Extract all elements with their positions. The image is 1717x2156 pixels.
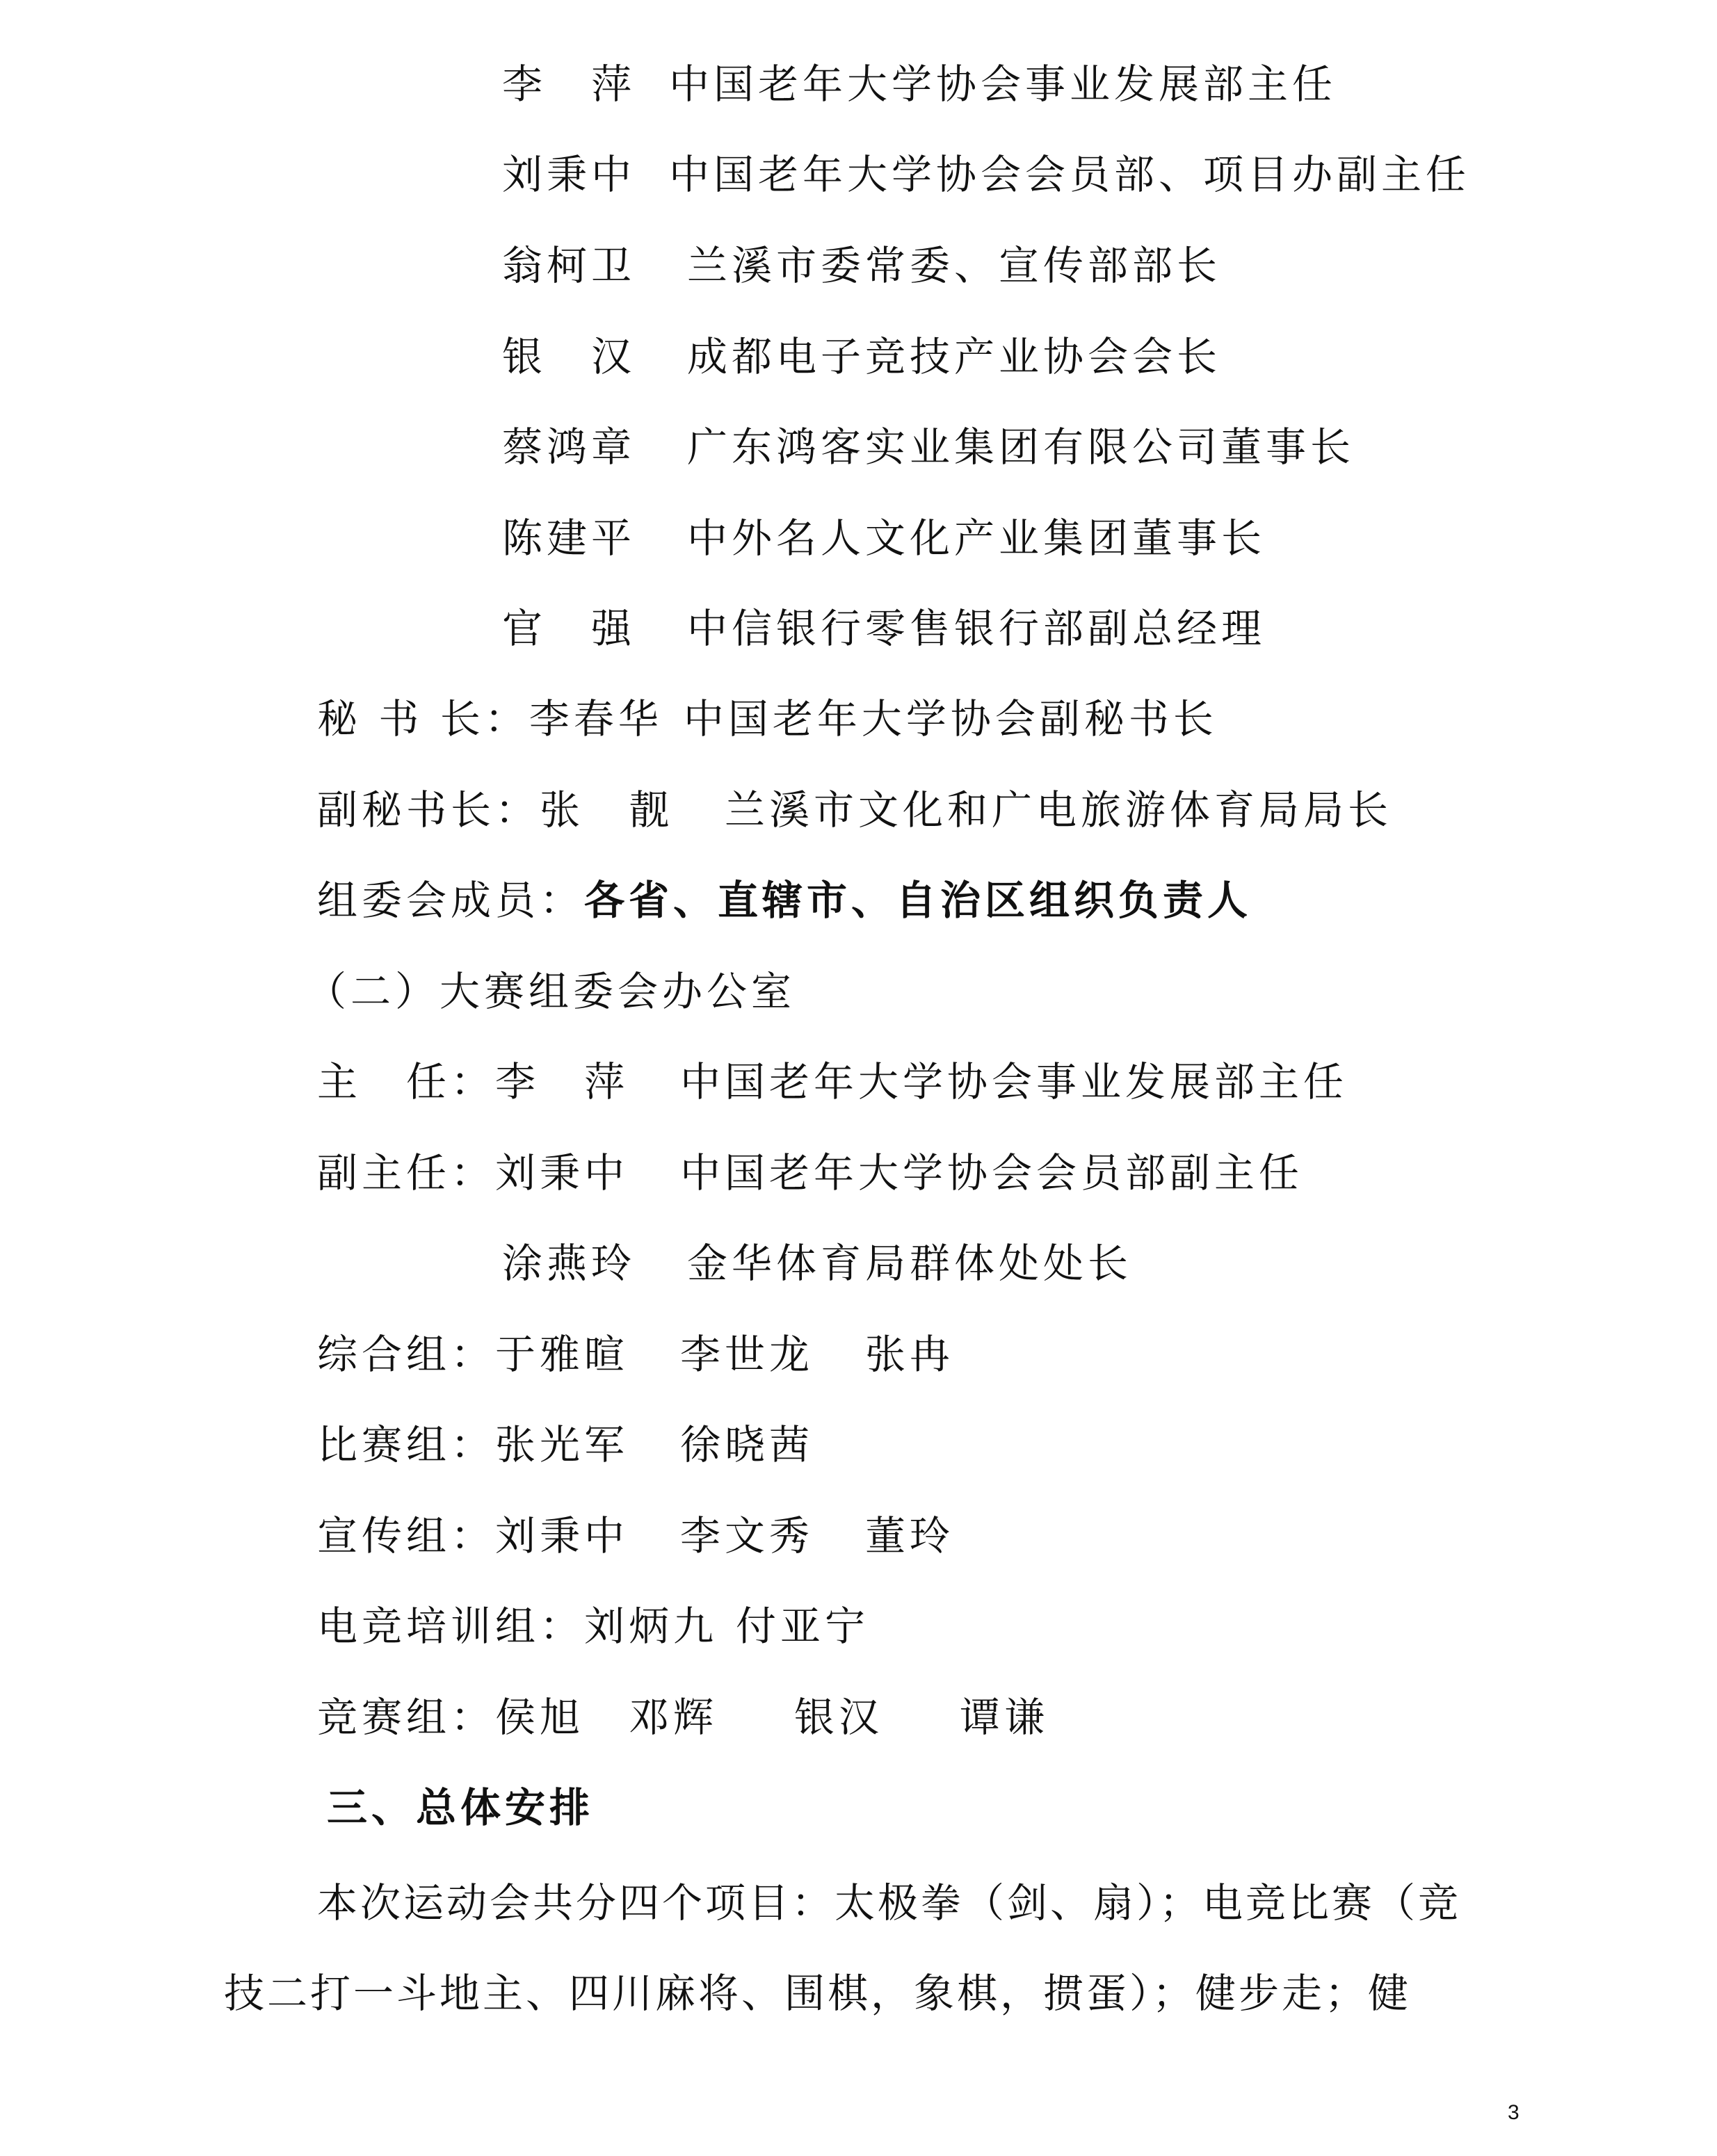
member-name: 刘秉中 bbox=[502, 151, 636, 198]
secretary-general-title: 中国老年大学协会副秘书长 bbox=[683, 695, 1218, 743]
member-name: 陈建平 bbox=[502, 514, 636, 562]
committee-composition-row bbox=[317, 877, 1252, 924]
office-director-label: 主 任： bbox=[317, 1058, 496, 1105]
group-member: 刘炳九 bbox=[584, 1603, 718, 1650]
section-body-line: 技二打一斗地主、四川麻将、围棋，象棋，掼蛋）；健步走；健 bbox=[224, 1970, 1412, 2017]
office-director-row bbox=[317, 1058, 1348, 1105]
group-member: 谭谦 bbox=[960, 1694, 1049, 1741]
section-heading: 三、总体安排 bbox=[327, 1784, 595, 1831]
group-member: 张光军 bbox=[495, 1421, 629, 1468]
office-deputy-name: 刘秉中 bbox=[495, 1149, 629, 1197]
member-title: 中国老年大学协会会员部、项目办副主任 bbox=[669, 151, 1471, 198]
group-label: 综合组： bbox=[317, 1331, 496, 1378]
group-member: 付亚宁 bbox=[736, 1603, 870, 1650]
office-director-name: 李 萍 bbox=[495, 1058, 629, 1105]
group-member: 董玲 bbox=[865, 1512, 955, 1559]
member-row bbox=[502, 605, 1266, 652]
committee-composition-label: 组委会成员： bbox=[317, 877, 585, 924]
office-deputy-row bbox=[502, 1240, 1133, 1287]
group-member: 侯旭 bbox=[495, 1694, 585, 1741]
group-label: 电竞培训组： bbox=[317, 1603, 585, 1650]
member-name: 银 汉 bbox=[502, 333, 636, 380]
group-member: 李文秀 bbox=[680, 1512, 814, 1559]
member-title: 广东鸿客实业集团有限公司董事长 bbox=[687, 423, 1355, 471]
group-member: 张冉 bbox=[865, 1331, 955, 1378]
member-row bbox=[502, 423, 1355, 471]
group-member: 李世龙 bbox=[680, 1331, 814, 1378]
member-title: 成都电子竞技产业协会会长 bbox=[687, 333, 1222, 380]
office-director-title: 中国老年大学协会事业发展部主任 bbox=[680, 1058, 1348, 1105]
office-deputy-title: 金华体育局群体处处长 bbox=[687, 1240, 1133, 1287]
group-label: 宣传组： bbox=[317, 1512, 496, 1559]
member-row bbox=[502, 333, 1222, 380]
group-member: 银汉 bbox=[794, 1694, 884, 1741]
group-label: 竞赛组： bbox=[317, 1694, 496, 1741]
general-group-row bbox=[317, 1331, 955, 1378]
group-member: 刘秉中 bbox=[495, 1512, 629, 1559]
office-heading: （二）大赛组委会办公室 bbox=[306, 968, 796, 1015]
deputy-secretary-name: 张 靓 bbox=[540, 786, 674, 834]
competition-group-row bbox=[317, 1694, 1049, 1741]
section-body-line: 本次运动会共分四个项目：太极拳（剑、扇）；电竞比赛（竞 bbox=[317, 1879, 1462, 1927]
secretary-general-label: 秘 书 长： bbox=[317, 695, 529, 743]
member-title: 中外名人文化产业集团董事长 bbox=[687, 514, 1266, 562]
member-title: 中国老年大学协会事业发展部主任 bbox=[669, 60, 1337, 108]
page-number: 3 bbox=[1508, 2101, 1519, 2124]
deputy-secretary-row bbox=[317, 786, 1393, 834]
member-row bbox=[502, 60, 1337, 108]
group-member: 邓辉 bbox=[629, 1694, 718, 1741]
group-member: 于雅暄 bbox=[495, 1331, 629, 1378]
group-member: 徐晓茜 bbox=[680, 1421, 814, 1468]
member-row bbox=[502, 514, 1266, 562]
member-name: 李 萍 bbox=[502, 60, 636, 108]
group-label: 比赛组： bbox=[317, 1421, 496, 1468]
office-deputy-name: 涂燕玲 bbox=[502, 1240, 636, 1287]
match-group-row bbox=[317, 1421, 814, 1468]
member-row bbox=[502, 242, 1222, 289]
deputy-secretary-label: 副秘书长： bbox=[317, 786, 540, 834]
office-deputy-label: 副主任： bbox=[317, 1149, 496, 1197]
committee-composition-text: 各省、直辖市、自治区组织负责人 bbox=[584, 877, 1252, 924]
publicity-group-row bbox=[317, 1512, 955, 1559]
office-deputy-title: 中国老年大学协会会员部副主任 bbox=[680, 1149, 1304, 1197]
deputy-secretary-title: 兰溪市文化和广电旅游体育局局长 bbox=[725, 786, 1393, 834]
office-deputy-row bbox=[317, 1149, 1304, 1197]
member-row bbox=[502, 151, 1471, 198]
member-name: 翁柯卫 bbox=[502, 242, 636, 289]
esports-training-group-row bbox=[317, 1603, 870, 1650]
member-name: 官 强 bbox=[502, 605, 636, 652]
secretary-general-row bbox=[317, 695, 1218, 743]
member-title: 兰溪市委常委、宣传部部长 bbox=[687, 242, 1222, 289]
member-title: 中信银行零售银行部副总经理 bbox=[687, 605, 1266, 652]
member-name: 蔡鸿章 bbox=[502, 423, 636, 471]
secretary-general-name: 李春华 bbox=[529, 695, 663, 743]
